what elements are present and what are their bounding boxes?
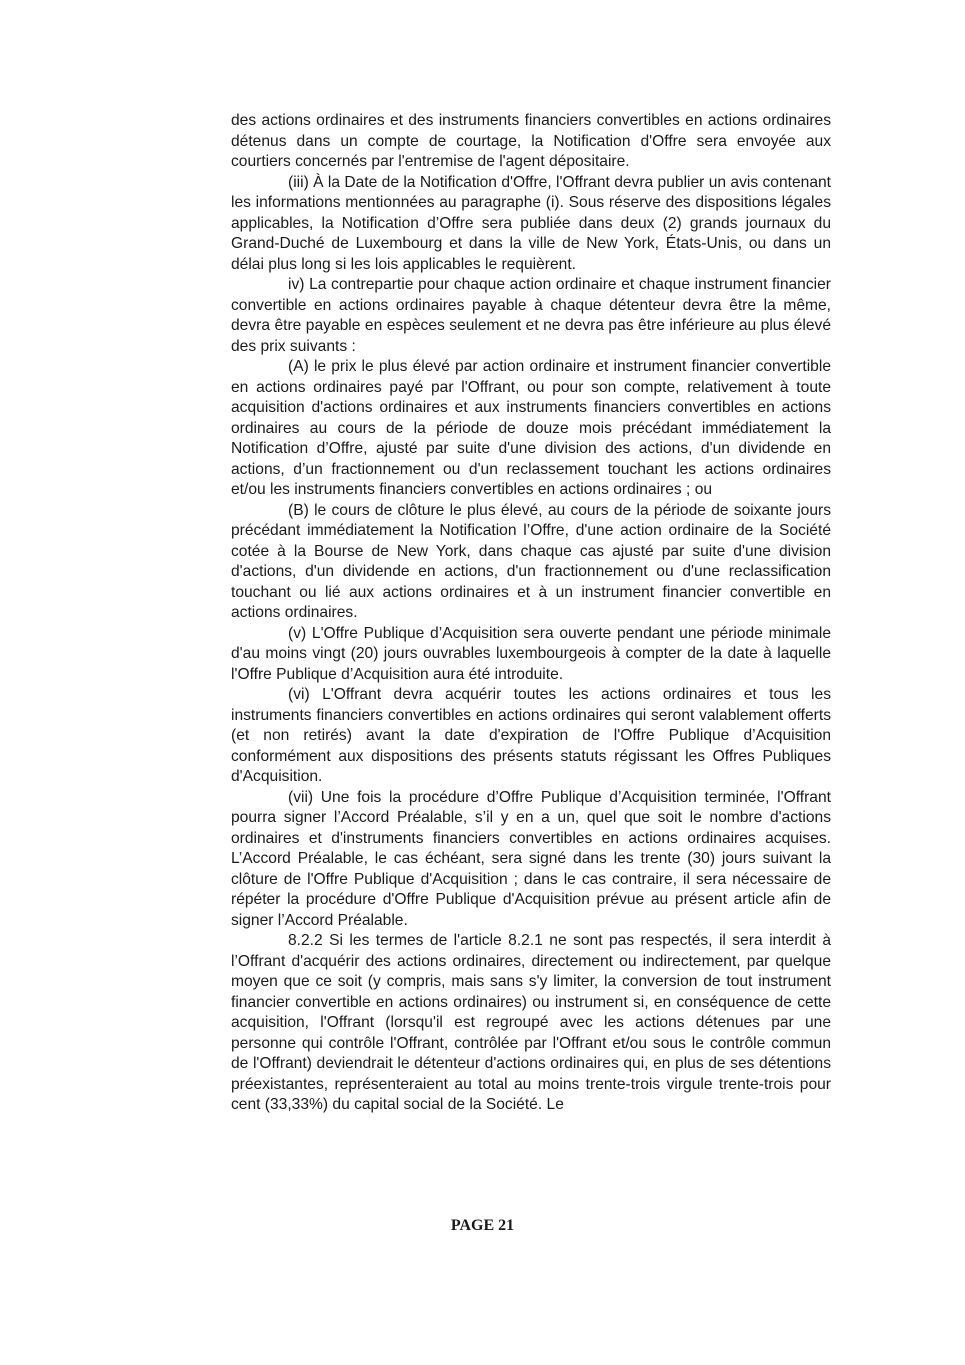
paragraph-v: (v) L'Offre Publique d’Acquisition sera ouverte pendant une période minimale d'au moins vingt (20) jours ouvrables luxembourgeois à compter de la date à laquelle l'Offre Publique d’Acquisition aura été introduite. (231, 624, 831, 683)
paragraph-continuation: des actions ordinaires et des instruments financiers convertibles en actions ordinaires détenus dans un compte de courtage, la Notification d'Offre sera envoyée aux courtiers concernés par l'entremise de l'agent dépositaire. (231, 112, 831, 170)
paragraph-iv: iv) La contrepartie pour chaque action ordinaire et chaque instrument financier convertible en actions ordinaires payable à chaque détenteur devra être la même, devra être payable en espèces seulement et ne devra pas être inférieure au plus élevé des prix suivants : (231, 276, 831, 355)
paragraph-iii: (iii) À la Date de la Notification d'Offre, l'Offrant devra publier un avis contenant les informations mentionnées au paragraphe (i). Sous réserve des dispositions légales applicables, la Notification d’Offre sera publiée dans deux (2) grands journaux du Grand-Duché de Luxembourg et dans la ville de New York, États-Unis, ou dans un délai plus long si les lois applicables le requièrent. (231, 173, 831, 273)
page-body (231, 111, 831, 1116)
paragraph-vi: (vi) L'Offrant devra acquérir toutes les actions ordinaires et tous les instruments financiers convertibles en actions ordinaires qui seront valablement offerts (et non retirés) avant la date d'expiration de l'Offre Publique d’Acquisition conformément aux dispositions des présents statuts régissant les Offres Publiques d'Acquisition. (231, 686, 831, 785)
paragraph-iv-a: (A) le prix le plus élevé par action ordinaire et instrument financier convertible en actions ordinaires payé par l'Offrant, ou pour son compte, relativement à toute acquisition d'actions ordinaires et aux instruments financiers convertibles en actions ordinaires au cours de la période de douze mois précédant immédiatement la Notification d’Offre, ajusté par suite d'une division des actions, d'un dividende en actions, d’un fractionnement ou d'un reclassement touchant les actions ordinaires et/ou les instruments financiers convertibles en actions ordinaires ; ou (231, 358, 831, 498)
page-number: PAGE 21 (450, 1217, 515, 1234)
paragraph-vii: (vii) Une fois la procédure d’Offre Publique d’Acquisition terminée, l'Offrant pourra signer l’Accord Préalable, s’il y en a un, quel que soit le nombre d'actions ordinaires et d'instruments financiers convertibles en actions ordinaires acquises. L’Accord Préalable, le cas échéant, sera signé dans les trente (30) jours suivant la clôture de l'Offre Publique d'Acquisition ; dans le cas contraire, il sera nécessaire de répéter la procédure d'Offre Publique d'Acquisition prévue au présent article afin de signer l’Accord Préalable. (231, 788, 831, 929)
paragraph-8-2-2: 8.2.2 Si les termes de l'article 8.2.1 ne sont pas respectés, il sera interdit à l’Offrant d'acquérir des actions ordinaires, directement ou indirectement, par quelque moyen que ce soit (y compris, mais sans s'y limiter, la conversion de tout instrument financier convertible en actions ordinaires) ou instrument si, en conséquence de cette acquisition, l'Offrant (lorsqu'il est regroupé avec les actions détenues par une personne qui contrôle l'Offrant, contrôlée par l'Offrant et/ou sous le contrôle commun de l'Offrant) deviendrait le détenteur d'actions ordinaires qui, en plus de ses détentions préexistantes, représenteraient au total au moins trente-trois virgule trente-trois pour cent (33,33%) du capital social de la Société. Le (231, 932, 831, 1113)
paragraph-iv-b: (B) le cours de clôture le plus élevé, au cours de la période de soixante jours précédant immédiatement la Notification l’Offre, d'une action ordinaire de la Société cotée à la Bourse de New York, dans chaque cas ajusté par suite d'une division d'actions, d'un dividende en actions, d'un fractionnement ou d'une reclassification touchant ou lié aux actions ordinaires et à un instrument financier convertible en actions ordinaires. (231, 501, 831, 621)
